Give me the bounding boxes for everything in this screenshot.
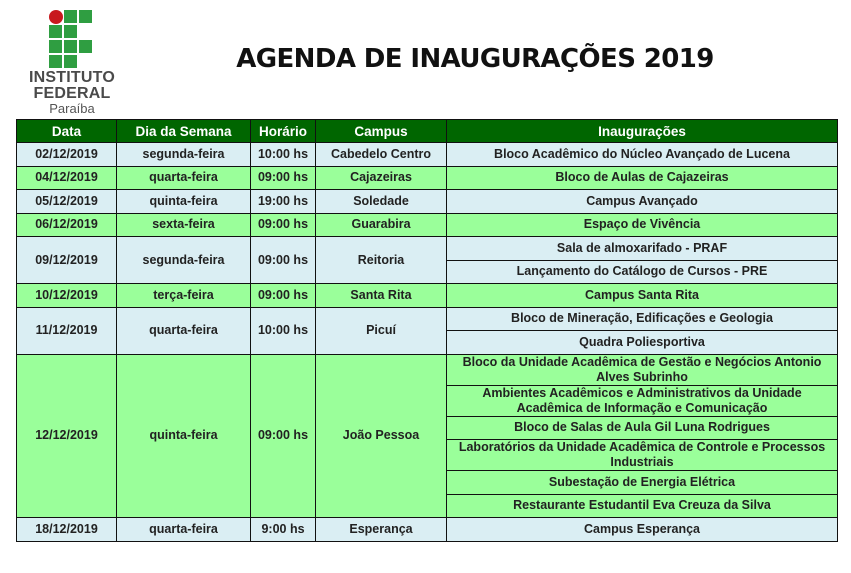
cell-horario: 09:00 hs: [251, 237, 316, 284]
logo-text-instituto: INSTITUTO: [29, 69, 115, 86]
cell-horario: 19:00 hs: [251, 190, 316, 214]
table-row: [17, 143, 838, 167]
cell-data: 18/12/2019: [17, 518, 117, 542]
header-dia-da-semana: Dia da Semana: [117, 120, 251, 143]
logo-square: [49, 40, 62, 53]
agenda-table: [16, 119, 838, 542]
cell-data: 04/12/2019: [17, 166, 117, 190]
cell-data: 12/12/2019: [17, 354, 117, 518]
cell-horario: 10:00 hs: [251, 143, 316, 167]
cell-campus: Reitoria: [316, 237, 447, 284]
cell-inauguracao: Campus Santa Rita: [447, 284, 838, 308]
cell-horario: 09:00 hs: [251, 284, 316, 308]
cell-data: 05/12/2019: [17, 190, 117, 214]
cell-dia: segunda-feira: [117, 237, 251, 284]
cell-dia: quinta-feira: [117, 190, 251, 214]
cell-inauguracao: Lançamento do Catálogo de Cursos - PRE: [447, 260, 838, 284]
logo-square: [64, 10, 77, 23]
cell-inauguracao: Sala de almoxarifado - PRAF: [447, 237, 838, 261]
header-data: Data: [17, 120, 117, 143]
logo-square: [64, 40, 77, 53]
cell-campus: Cabedelo Centro: [316, 143, 447, 167]
cell-campus: Guarabira: [316, 213, 447, 237]
table-row: [17, 190, 838, 214]
cell-data: 09/12/2019: [17, 237, 117, 284]
logo-text-paraiba: Paraíba: [49, 101, 95, 116]
cell-data: 11/12/2019: [17, 307, 117, 354]
cell-inauguracao: Bloco de Mineração, Edificações e Geologia: [447, 307, 838, 331]
cell-data: 02/12/2019: [17, 143, 117, 167]
header-horario: Horário: [251, 120, 316, 143]
cell-inauguracao: Subestação de Energia Elétrica: [447, 471, 838, 495]
cell-dia: sexta-feira: [117, 213, 251, 237]
table-row: [17, 518, 838, 542]
table-row: [17, 213, 838, 237]
table-row: [17, 237, 838, 261]
cell-dia: segunda-feira: [117, 143, 251, 167]
table-row: [17, 166, 838, 190]
cell-dia: quinta-feira: [117, 354, 251, 518]
cell-data: 10/12/2019: [17, 284, 117, 308]
logo-square: [49, 25, 62, 38]
cell-inauguracao: Bloco da Unidade Acadêmica de Gestão e Negócios Antonio Alves Subrinho: [447, 354, 838, 385]
header-inauguracoes: Inaugurações: [447, 120, 838, 143]
cell-campus: Santa Rita: [316, 284, 447, 308]
cell-campus: Esperança: [316, 518, 447, 542]
logo-square: [79, 40, 92, 53]
page-title: AGENDA DE INAUGURAÇÕES 2019: [236, 44, 714, 74]
cell-inauguracao: Bloco de Aulas de Cajazeiras: [447, 166, 838, 190]
cell-dia: quarta-feira: [117, 166, 251, 190]
table-row: [17, 354, 838, 385]
logo-square: [64, 55, 77, 68]
cell-inauguracao: Laboratórios da Unidade Acadêmica de Controle e Processos Industriais: [447, 440, 838, 471]
cell-horario: 09:00 hs: [251, 354, 316, 518]
logo-red-circle: [49, 10, 63, 24]
cell-dia: quarta-feira: [117, 518, 251, 542]
logo-square: [64, 25, 77, 38]
table-header-row: [17, 120, 838, 143]
cell-dia: quarta-feira: [117, 307, 251, 354]
cell-campus: Cajazeiras: [316, 166, 447, 190]
header-campus: Campus: [316, 120, 447, 143]
cell-inauguracao: Bloco de Salas de Aula Gil Luna Rodrigues: [447, 416, 838, 440]
logo-square: [79, 10, 92, 23]
cell-inauguracao: Restaurante Estudantil Eva Creuza da Silva: [447, 494, 838, 518]
cell-inauguracao: Campus Esperança: [447, 518, 838, 542]
cell-horario: 09:00 hs: [251, 213, 316, 237]
cell-data: 06/12/2019: [17, 213, 117, 237]
cell-campus: Picuí: [316, 307, 447, 354]
table-row: [17, 284, 838, 308]
cell-inauguracao: Campus Avançado: [447, 190, 838, 214]
cell-inauguracao: Ambientes Acadêmicos e Administrativos da Unidade Acadêmica de Informação e Comunicação: [447, 385, 838, 416]
cell-horario: 10:00 hs: [251, 307, 316, 354]
cell-dia: terça-feira: [117, 284, 251, 308]
logo-square: [49, 55, 62, 68]
cell-campus: Soledade: [316, 190, 447, 214]
ifpb-logo: [22, 8, 126, 118]
table-row: [17, 307, 838, 331]
cell-inauguracao: Bloco Acadêmico do Núcleo Avançado de Lucena: [447, 143, 838, 167]
cell-campus: João Pessoa: [316, 354, 447, 518]
cell-horario: 9:00 hs: [251, 518, 316, 542]
cell-inauguracao: Quadra Poliesportiva: [447, 331, 838, 355]
logo-text-federal: FEDERAL: [33, 85, 111, 102]
logo-mark-icon: [49, 10, 99, 70]
cell-horario: 09:00 hs: [251, 166, 316, 190]
cell-inauguracao: Espaço de Vivência: [447, 213, 838, 237]
